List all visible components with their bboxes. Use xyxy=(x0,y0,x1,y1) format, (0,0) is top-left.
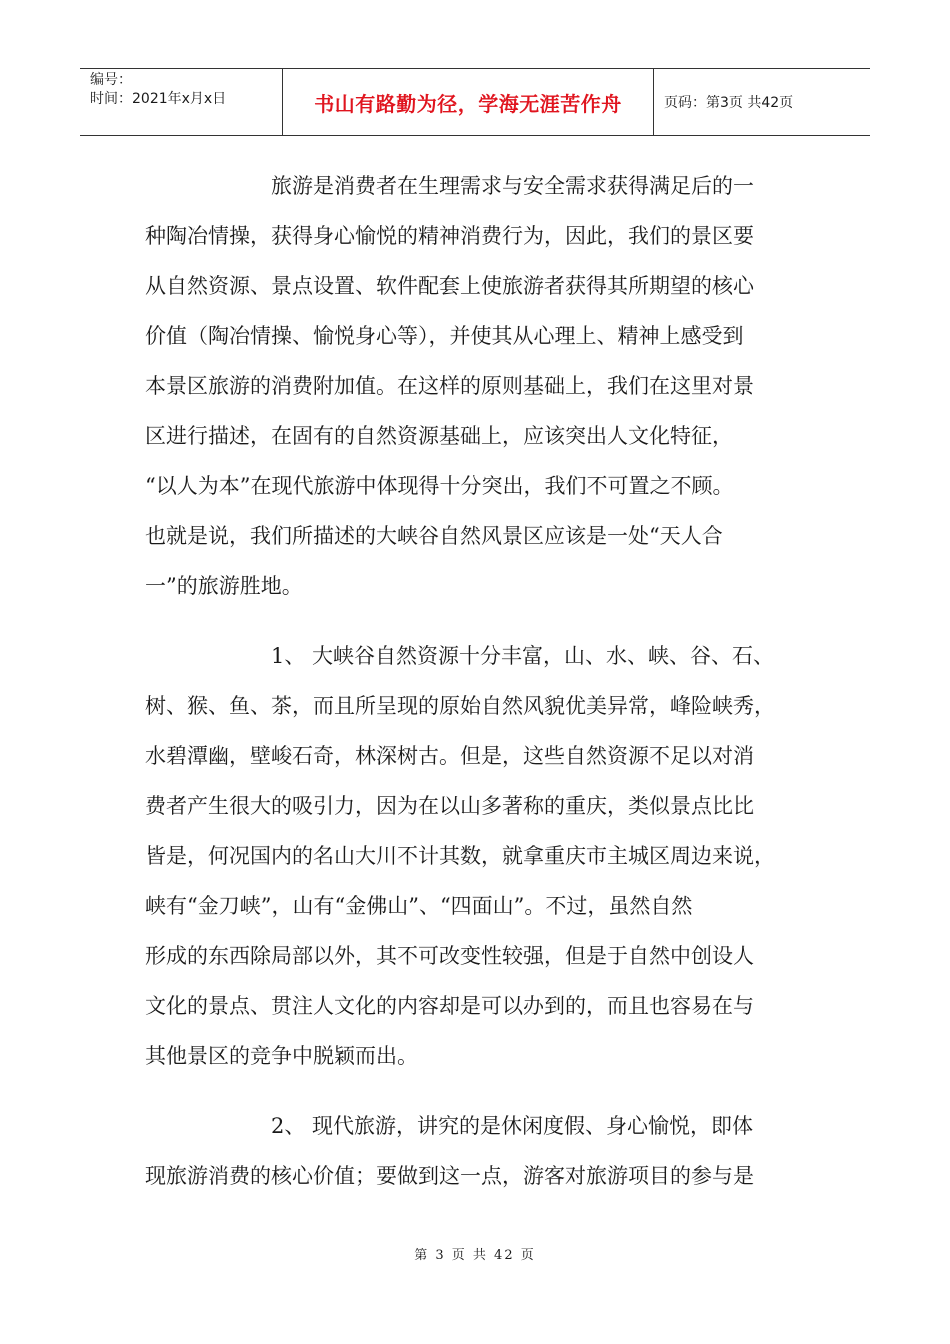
body-line: 费者产生很大的吸引力，因为在以山多著称的重庆，类似景点比比 xyxy=(145,794,754,818)
header-page-info: 页码：第3页 共42页 xyxy=(664,95,794,111)
body-line: 文化的景点、贯注人文化的内容却是可以办到的，而且也容易在与 xyxy=(145,994,754,1018)
body-line: 皆是，何况国内的名山大川不计其数，就拿重庆市主城区周边来说， xyxy=(145,844,775,868)
body-line: 峡有“金刀峡”，山有“金佛山”、“四面山”。不过，虽然自然 xyxy=(145,894,693,918)
body-line: 区进行描述，在固有的自然资源基础上，应该突出人文化特征， xyxy=(145,424,733,448)
body-line: 种陶冶情操，获得身心愉悦的精神消费行为，因此，我们的景区要 xyxy=(145,224,754,248)
body-line: 本景区旅游的消费附加值。在这样的原则基础上，我们在这里对景 xyxy=(145,374,754,398)
body-line: 水碧潭幽，壁峻石奇，林深树古。但是，这些自然资源不足以对消 xyxy=(145,744,754,768)
page-header xyxy=(80,68,870,136)
document-time-label: 时间：2021年x月x日 xyxy=(90,91,227,107)
page-footer: 第 3 页 共 42 页 xyxy=(414,1248,536,1263)
header-motto: 书山有路勤为径，学海无涯苦作舟 xyxy=(314,91,622,116)
header-meta xyxy=(80,69,282,135)
body-line: 旅游是消费者在生理需求与安全需求获得满足后的一 xyxy=(145,174,754,198)
body-line: 1、 大峡谷自然资源十分丰富，山、水、峡、谷、石、 xyxy=(145,644,775,668)
document-number-label: 编号： xyxy=(90,72,132,88)
body-line: 2、 现代旅游，讲究的是休闲度假、身心愉悦，即体 xyxy=(145,1114,754,1138)
header-motto-cell xyxy=(282,69,654,135)
body-line: 其他景区的竞争中脱颖而出。 xyxy=(145,1044,418,1068)
body-line: 树、猴、鱼、茶，而且所呈现的原始自然风貌优美异常，峰险峡秀， xyxy=(145,694,775,718)
body-line: 形成的东西除局部以外，其不可改变性较强，但是于自然中创设人 xyxy=(145,944,754,968)
body-line: 从自然资源、景点设置、软件配套上使旅游者获得其所期望的核心 xyxy=(145,274,754,298)
body-line: 也就是说，我们所描述的大峡谷自然风景区应该是一处“天人合 xyxy=(145,524,723,548)
body-line: “以人为本”在现代旅游中体现得十分突出，我们不可置之不顾。 xyxy=(145,474,734,498)
body-line: 一”的旅游胜地。 xyxy=(145,574,303,598)
body-line: 现旅游消费的核心价值；要做到这一点，游客对旅游项目的参与是 xyxy=(145,1164,754,1188)
body-line: 价值（陶冶情操、愉悦身心等），并使其从心理上、精神上感受到 xyxy=(145,324,744,348)
